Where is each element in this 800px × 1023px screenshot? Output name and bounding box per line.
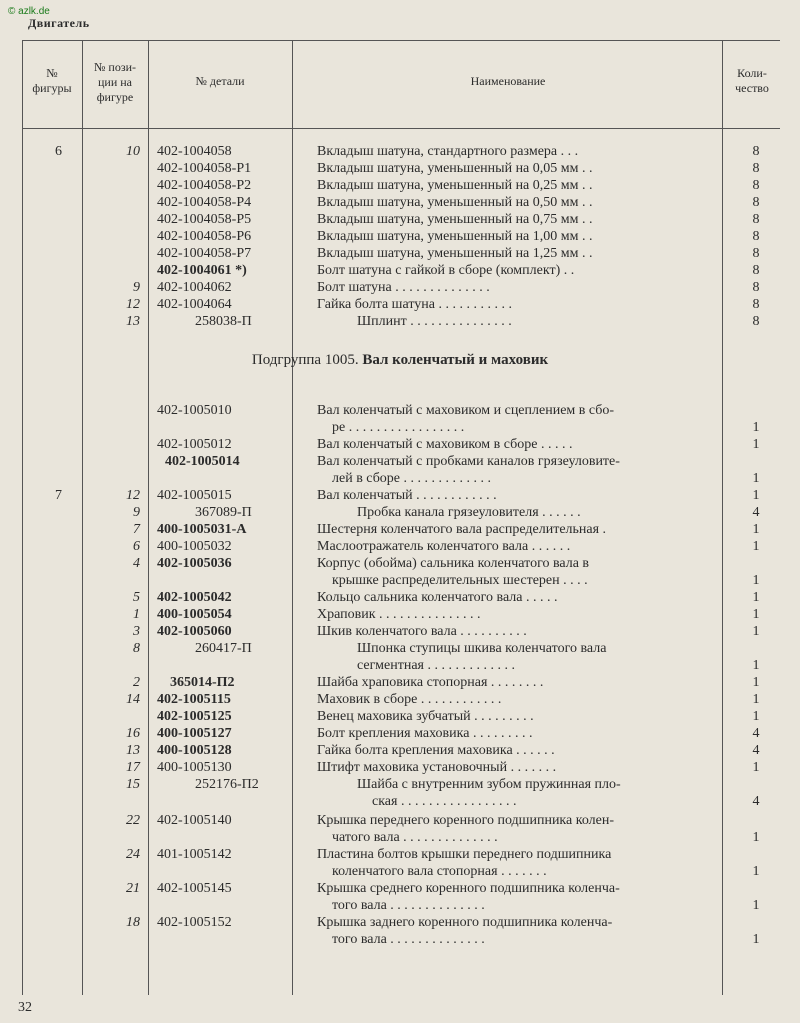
part-cell: 400-1005031-А	[157, 522, 247, 537]
name-cell: Пробка канала грязеуловителя . . . . . .	[357, 505, 581, 520]
qty-cell: 4	[752, 743, 760, 758]
position-cell: 22	[126, 813, 140, 828]
part-cell: 402-1005060	[157, 624, 232, 639]
part-cell: 402-1004058-Р6	[157, 229, 252, 244]
qty-cell: 1	[752, 488, 760, 503]
qty-cell: 1	[752, 437, 760, 452]
position-cell: 21	[126, 881, 140, 896]
qty-cell: 8	[752, 314, 760, 329]
table-row	[0, 880, 800, 897]
qty-cell: 1	[752, 760, 760, 775]
column-header-figure: № фигуры	[32, 66, 72, 95]
name-cell: Пластина болтов крышки переднего подшипника	[317, 847, 612, 862]
qty-cell: 1	[752, 624, 760, 639]
part-cell: 402-1004058	[157, 144, 232, 159]
table-row	[0, 776, 800, 793]
table-row	[0, 504, 800, 521]
name-cell: Шайба с внутренним зубом пружинная пло-	[357, 777, 621, 792]
table-header-border	[22, 128, 780, 129]
table-row	[0, 228, 800, 245]
name-cell: Вкладыш шатуна, стандартного размера . . .	[317, 144, 579, 159]
name-cell: крышке распределительных шестерен . . . .	[332, 573, 588, 588]
qty-cell: 4	[752, 794, 760, 809]
table-row	[0, 812, 800, 829]
table-row	[0, 177, 800, 194]
table-row	[0, 521, 800, 538]
name-cell: Болт шатуна . . . . . . . . . . . . . .	[317, 280, 490, 295]
part-cell: 402-1005115	[157, 692, 231, 707]
position-cell: 16	[126, 726, 140, 741]
position-cell: 8	[133, 641, 140, 656]
table-row	[0, 279, 800, 296]
part-cell: 252176-П2	[195, 777, 259, 792]
table-row	[0, 419, 800, 436]
name-cell: Шпонка ступицы шкива коленчатого вала	[357, 641, 607, 656]
table-row	[0, 555, 800, 572]
position-cell: 17	[126, 760, 140, 775]
position-cell: 2	[133, 675, 140, 690]
part-cell: 402-1005010	[157, 403, 232, 418]
name-cell: Венец маховика зубчатый . . . . . . . . .	[317, 709, 534, 724]
table-row	[0, 691, 800, 708]
part-cell: 365014-П2	[170, 675, 235, 690]
position-cell: 13	[126, 314, 140, 329]
qty-cell: 4	[752, 505, 760, 520]
table-row	[0, 623, 800, 640]
name-cell: Шкив коленчатого вала . . . . . . . . . .	[317, 624, 527, 639]
name-cell: чатого вала . . . . . . . . . . . . . .	[332, 830, 498, 845]
qty-cell: 8	[752, 229, 760, 244]
table-row	[0, 453, 800, 470]
name-cell: Маслоотражатель коленчатого вала . . . . . .	[317, 539, 571, 554]
name-cell: ре . . . . . . . . . . . . . . . . .	[332, 420, 465, 435]
part-cell: 402-1005015	[157, 488, 232, 503]
part-cell: 402-1004061 *)	[157, 263, 247, 278]
qty-cell: 8	[752, 246, 760, 261]
name-cell: лей в сборе . . . . . . . . . . . . .	[332, 471, 492, 486]
part-cell: 400-1005054	[157, 607, 232, 622]
qty-cell: 1	[752, 692, 760, 707]
table-row	[0, 674, 800, 691]
table-row	[0, 742, 800, 759]
name-cell: Корпус (обойма) сальника коленчатого вала в	[317, 556, 590, 571]
part-cell: 400-1005032	[157, 539, 232, 554]
name-cell: Шплинт . . . . . . . . . . . . . . .	[357, 314, 512, 329]
table-row	[0, 863, 800, 880]
table-row	[0, 296, 800, 313]
table-row	[0, 194, 800, 211]
qty-cell: 8	[752, 280, 760, 295]
column-header-position: № пози-ции на фигуре	[93, 60, 137, 104]
part-cell: 402-1004058-Р7	[157, 246, 252, 261]
table-row	[0, 572, 800, 589]
position-cell: 13	[126, 743, 140, 758]
column-header-qty: Коли-чество	[735, 66, 769, 95]
name-cell: ская . . . . . . . . . . . . . . . . .	[372, 794, 517, 809]
table-row	[0, 846, 800, 863]
table-row	[0, 589, 800, 606]
qty-cell: 1	[752, 864, 760, 879]
part-cell: 402-1005042	[157, 590, 232, 605]
table-row	[0, 897, 800, 914]
table-row	[0, 640, 800, 657]
qty-cell: 1	[752, 830, 760, 845]
table-row	[0, 793, 800, 810]
part-cell: 402-1004062	[157, 280, 232, 295]
part-cell: 402-1005036	[157, 556, 232, 571]
part-cell: 402-1004058-Р4	[157, 195, 252, 210]
name-cell: Вал коленчатый . . . . . . . . . . . .	[317, 488, 497, 503]
table-row	[0, 538, 800, 555]
table-row	[0, 160, 800, 177]
name-cell: Болт шатуна с гайкой в сборе (комплект) . .	[317, 263, 575, 278]
part-cell: 367089-П	[195, 505, 252, 520]
position-cell: 4	[133, 556, 140, 571]
name-cell: Шестерня коленчатого вала распределительная .	[317, 522, 607, 537]
table-row	[0, 470, 800, 487]
name-cell: того вала . . . . . . . . . . . . . .	[332, 932, 485, 947]
part-cell: 400-1005127	[157, 726, 232, 741]
table-row	[0, 143, 800, 160]
qty-cell: 1	[752, 709, 760, 724]
qty-cell: 1	[752, 590, 760, 605]
part-cell: 400-1005130	[157, 760, 232, 775]
table-row	[0, 931, 800, 948]
table-row	[0, 829, 800, 846]
name-cell: того вала . . . . . . . . . . . . . .	[332, 898, 485, 913]
table-row	[0, 313, 800, 330]
qty-cell: 1	[752, 539, 760, 554]
position-cell: 18	[126, 915, 140, 930]
position-cell: 10	[126, 144, 140, 159]
subgroup-title: Вал коленчатый и маховик	[362, 352, 549, 368]
part-cell: 402-1005012	[157, 437, 232, 452]
table-row	[0, 262, 800, 279]
qty-cell: 1	[752, 932, 760, 947]
column-header-part: № детали	[195, 74, 245, 88]
part-cell: 402-1004064	[157, 297, 232, 312]
part-cell: 400-1005128	[157, 743, 232, 758]
position-cell: 9	[133, 280, 140, 295]
name-cell: Вал коленчатый с пробками каналов грязеуловите-	[317, 454, 620, 469]
name-cell: Вал коленчатый с маховиком в сборе . . . . .	[317, 437, 573, 452]
part-cell: 402-1005145	[157, 881, 232, 896]
qty-cell: 1	[752, 471, 760, 486]
section-title: Двигатель	[28, 16, 90, 30]
name-cell: Вкладыш шатуна, уменьшенный на 0,05 мм . .	[317, 161, 593, 176]
part-cell: 401-1005142	[157, 847, 232, 862]
name-cell: Вкладыш шатуна, уменьшенный на 0,50 мм . .	[317, 195, 593, 210]
part-cell: 402-1005014	[165, 454, 240, 469]
part-cell: 402-1004058-Р5	[157, 212, 252, 227]
part-cell: 402-1005125	[157, 709, 232, 724]
table-top-border	[22, 40, 780, 41]
name-cell: сегментная . . . . . . . . . . . . .	[357, 658, 515, 673]
position-cell: 24	[126, 847, 140, 862]
qty-cell: 1	[752, 522, 760, 537]
position-cell: 12	[126, 488, 140, 503]
table-row	[0, 759, 800, 776]
name-cell: коленчатого вала стопорная . . . . . . .	[332, 864, 547, 879]
name-cell: Вал коленчатый с маховиком и сцеплением в сбо-	[317, 403, 615, 418]
table-row	[0, 487, 800, 504]
qty-cell: 1	[752, 675, 760, 690]
qty-cell: 1	[752, 420, 760, 435]
part-cell: 402-1004058-Р1	[157, 161, 252, 176]
column-header-name: Наименование	[470, 74, 546, 88]
qty-cell: 8	[752, 212, 760, 227]
qty-cell: 4	[752, 726, 760, 741]
qty-cell: 8	[752, 195, 760, 210]
part-cell: 402-1005152	[157, 915, 232, 930]
part-cell: 258038-П	[195, 314, 252, 329]
name-cell: Храповик . . . . . . . . . . . . . . .	[317, 607, 481, 622]
name-cell: Крышка заднего коренного подшипника коленча-	[317, 915, 613, 930]
table-row	[0, 657, 800, 674]
page-number: 32	[18, 1000, 32, 1015]
name-cell: Болт крепления маховика . . . . . . . . .	[317, 726, 533, 741]
position-cell: 7	[133, 522, 140, 537]
position-cell: 12	[126, 297, 140, 312]
qty-cell: 8	[752, 297, 760, 312]
name-cell: Крышка среднего коренного подшипника коленча-	[317, 881, 620, 896]
name-cell: Гайка болта крепления маховика . . . . . .	[317, 743, 555, 758]
table-row	[0, 606, 800, 623]
position-cell: 5	[133, 590, 140, 605]
qty-cell: 1	[752, 658, 760, 673]
name-cell: Гайка болта шатуна . . . . . . . . . . .	[317, 297, 512, 312]
name-cell: Вкладыш шатуна, уменьшенный на 1,25 мм . .	[317, 246, 593, 261]
subgroup-heading	[0, 352, 800, 369]
name-cell: Маховик в сборе . . . . . . . . . . . .	[317, 692, 502, 707]
table-row	[0, 914, 800, 931]
name-cell: Вкладыш шатуна, уменьшенный на 0,25 мм . .	[317, 178, 593, 193]
name-cell: Штифт маховика установочный . . . . . . .	[317, 760, 557, 775]
name-cell: Кольцо сальника коленчатого вала . . . . .	[317, 590, 558, 605]
subgroup-prefix: Подгруппа 1005.	[251, 352, 359, 368]
part-cell: 402-1005140	[157, 813, 232, 828]
table-row	[0, 436, 800, 453]
part-cell: 402-1004058-Р2	[157, 178, 252, 193]
table-row	[0, 708, 800, 725]
table-row	[0, 402, 800, 419]
qty-cell: 8	[752, 161, 760, 176]
qty-cell: 8	[752, 144, 760, 159]
position-cell: 14	[126, 692, 140, 707]
table-row	[0, 725, 800, 742]
name-cell: Вкладыш шатуна, уменьшенный на 0,75 мм . .	[317, 212, 593, 227]
position-cell: 6	[133, 539, 140, 554]
position-cell: 9	[133, 505, 140, 520]
position-cell: 15	[126, 777, 140, 792]
qty-cell: 8	[752, 263, 760, 278]
qty-cell: 1	[752, 607, 760, 622]
watermark-text: © azlk.de	[8, 6, 50, 17]
qty-cell: 1	[752, 898, 760, 913]
part-cell: 260417-П	[195, 641, 252, 656]
figure-cell: 7	[55, 488, 62, 503]
name-cell: Шайба храповика стопорная . . . . . . . .	[317, 675, 544, 690]
table-row	[0, 245, 800, 262]
qty-cell: 1	[752, 573, 760, 588]
qty-cell: 8	[752, 178, 760, 193]
name-cell: Вкладыш шатуна, уменьшенный на 1,00 мм . .	[317, 229, 593, 244]
position-cell: 3	[133, 624, 140, 639]
name-cell: Крышка переднего коренного подшипника колен-	[317, 813, 614, 828]
position-cell: 1	[133, 607, 140, 622]
figure-cell: 6	[55, 144, 62, 159]
table-row	[0, 211, 800, 228]
